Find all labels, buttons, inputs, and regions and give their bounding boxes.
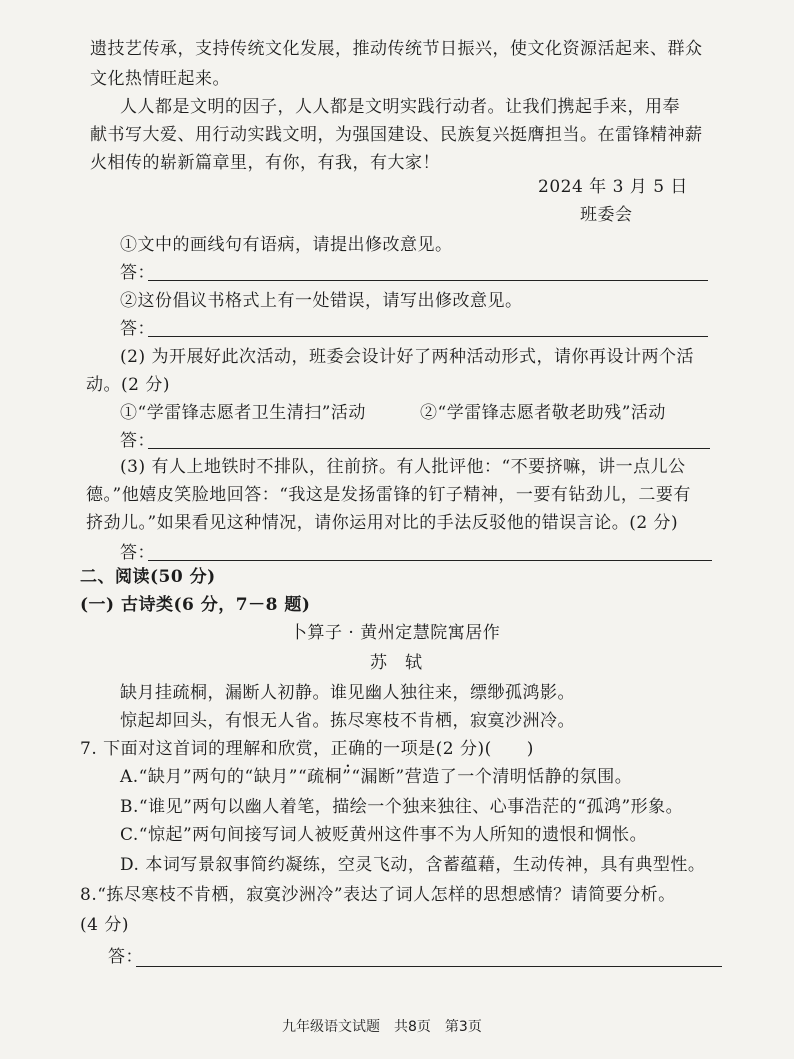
- proposal-line: 火相传的崭新篇章里，有你，有我，有大家！: [90, 153, 440, 173]
- activity-option-2: ②“学雷锋志愿者敬老助残”活动: [420, 403, 666, 423]
- poem-line: 惊起却回头，有恨无人省。拣尽寒枝不肯栖，寂寞沙洲冷。: [120, 711, 575, 731]
- question-2: (2) 为开展好此次活动，班委会设计好了两种活动形式，请你再设计两个活: [120, 347, 694, 367]
- proposal-line: 献书写大爱、用行动实践文明，为强国建设、民族复兴挺膺担当。在雷锋精神薪: [90, 125, 703, 145]
- option-d: D. 本词写景叙事简约凝练，空灵飞动，含蓄蕴藉，生动传神，具有典型性。: [120, 855, 706, 875]
- question-7: [80, 738, 534, 760]
- poem-title: 卜算子 · 黄州定慧院寓居作: [290, 623, 501, 643]
- answer-label: 答：: [120, 263, 155, 283]
- question-7-stem: 的一项是(2 分)( ): [365, 739, 534, 759]
- emphasis-mark: 正确: [330, 739, 366, 759]
- proposal-line: 人人都是文明的因子，人人都是文明实践行动者。让我们携起手来，用奉: [120, 97, 680, 117]
- section-title: 二、阅读(50 分): [80, 567, 216, 587]
- answer-line[interactable]: [148, 280, 708, 281]
- page-footer: 九年级语文试题 共8页 第3页: [282, 1019, 482, 1035]
- proposal-signature: 班委会: [580, 205, 633, 225]
- question-2: 动。(2 分): [86, 375, 170, 395]
- answer-label: 答：: [108, 947, 143, 967]
- answer-line[interactable]: [148, 448, 710, 449]
- answer-line[interactable]: [148, 336, 708, 337]
- subsection-title: (一) 古诗类(6 分，7－8 题): [80, 595, 311, 615]
- poem-line: 缺月挂疏桐，漏断人初静。谁见幽人独往来，缥缈孤鸿影。: [120, 683, 575, 703]
- option-b: B.“谁见”两句以幽人着笔，描绘一个独来独往、心事浩茫的“孤鸿”形象。: [120, 797, 684, 817]
- question-8: (4 分): [80, 915, 129, 935]
- answer-label: 答：: [120, 319, 155, 339]
- answer-label: 答：: [120, 543, 155, 563]
- proposal-line: 遗技艺传承，支持传统文化发展，推动传统节日振兴，使文化资源活起来、群众: [90, 39, 703, 59]
- option-a: A.“缺月”两句的“缺月”“疏桐”“漏断”营造了一个清明恬静的氛围。: [120, 767, 633, 787]
- question-3: (3) 有人上地铁时不排队，往前挤。有人批评他：“不要挤嘛，讲一点儿公: [120, 457, 686, 477]
- question-7-stem: 7. 下面对这首词的理解和欣赏，: [80, 739, 331, 759]
- question-1-1: ①文中的画线句有语病，请提出修改意见。: [120, 235, 453, 255]
- question-3: 德。”他嬉皮笑脸地回答：“我这是发扬雷锋的钉子精神，一要有钻劲儿，二要有: [86, 485, 691, 505]
- proposal-date: 2024 年 3 月 5 日: [538, 177, 688, 197]
- question-1-2: ②这份倡议书格式上有一处错误，请写出修改意见。: [120, 291, 523, 311]
- answer-line[interactable]: [148, 560, 712, 561]
- question-3: 挤劲儿。”如果看见这种情况，请你运用对比的手法反驳他的错误言论。(2 分): [86, 513, 679, 533]
- option-c: C.“惊起”两句间接写词人被贬黄州这件事不为人所知的遗恨和惆怅。: [120, 825, 648, 845]
- proposal-line: 文化热情旺起来。: [90, 69, 230, 89]
- poem-author: 苏 轼: [370, 653, 423, 673]
- question-8: 8.“拣尽寒枝不肯栖，寂寞沙洲冷”表达了词人怎样的思想感情？请简要分析。: [80, 885, 676, 905]
- answer-label: 答：: [120, 431, 155, 451]
- answer-line[interactable]: [136, 966, 722, 967]
- activity-option-1: ①“学雷锋志愿者卫生清扫”活动: [120, 403, 366, 423]
